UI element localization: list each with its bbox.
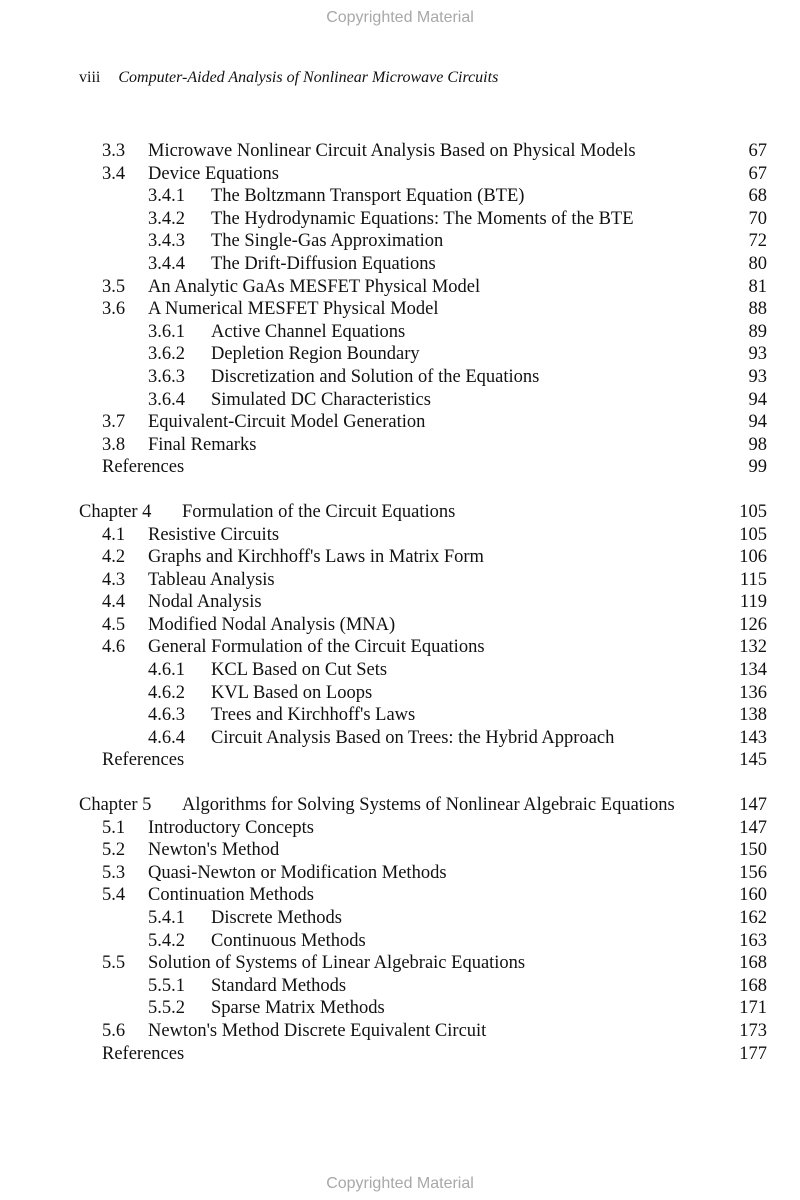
entry-title: Newton's Method Discrete Equivalent Circuit <box>148 1020 487 1041</box>
entry-number: 5.4.2 <box>148 930 185 951</box>
entry-title: Simulated DC Characteristics <box>211 389 431 410</box>
entry-number: Chapter 4 <box>79 501 152 522</box>
entry-page-number: 81 <box>748 276 767 297</box>
entry-number: 3.6 <box>102 299 126 320</box>
entry-title: The Hydrodynamic Equations: The Moments of the BTE <box>211 208 634 229</box>
entry-page-number: 106 <box>739 547 767 568</box>
toc-entry <box>79 298 767 321</box>
entry-page-number: 143 <box>739 727 767 748</box>
toc-references-entry <box>79 1043 767 1066</box>
toc-spacer <box>79 479 767 501</box>
entry-title: General Formulation of the Circuit Equations <box>148 637 485 658</box>
entry-number: 5.5.2 <box>148 998 185 1019</box>
entry-number: 4.4 <box>102 592 126 613</box>
entry-title: References <box>102 457 185 478</box>
entry-title: Standard Methods <box>211 975 347 996</box>
entry-page-number: 94 <box>748 412 767 433</box>
toc-spacer <box>79 772 767 794</box>
toc-chapter-entry <box>79 501 767 524</box>
toc-chapter-entry <box>79 794 767 817</box>
entry-page-number: 115 <box>739 569 767 590</box>
toc-entry <box>79 343 767 366</box>
entry-number: 3.8 <box>102 434 126 455</box>
toc-entry <box>79 1020 767 1043</box>
entry-title: References <box>102 750 185 771</box>
toc-entry <box>79 569 767 592</box>
entry-page-number: 168 <box>739 975 767 996</box>
toc-entry <box>79 366 767 389</box>
entry-number: 3.6.2 <box>148 344 185 365</box>
entry-number: 4.6.2 <box>148 682 185 703</box>
entry-title: Resistive Circuits <box>148 524 280 545</box>
entry-title: Continuation Methods <box>148 885 314 906</box>
entry-page-number: 136 <box>739 682 767 703</box>
entry-title: The Single-Gas Approximation <box>211 231 444 252</box>
toc-entry <box>79 636 767 659</box>
entry-number: 3.6.1 <box>148 321 185 342</box>
entry-number: 5.1 <box>102 817 126 838</box>
toc-entry <box>79 434 767 457</box>
toc-entry <box>79 997 767 1020</box>
entry-title: Continuous Methods <box>211 930 366 951</box>
entry-number: 3.4.2 <box>148 208 185 229</box>
entry-title: Formulation of the Circuit Equations <box>182 501 456 522</box>
entry-number: 3.5 <box>102 276 126 297</box>
toc-entry <box>79 907 767 930</box>
entry-title: KCL Based on Cut Sets <box>211 660 388 681</box>
entry-title: An Analytic GaAs MESFET Physical Model <box>148 276 481 297</box>
toc-entry <box>79 682 767 705</box>
table-of-contents <box>79 140 767 1065</box>
toc-entry <box>79 704 767 727</box>
entry-page-number: 67 <box>748 163 767 184</box>
entry-number: 4.1 <box>102 524 126 545</box>
entry-page-number: 93 <box>748 344 767 365</box>
toc-entry <box>79 276 767 299</box>
entry-number: 4.6 <box>102 637 126 658</box>
copyright-watermark-bottom: Copyrighted Material <box>326 1175 474 1192</box>
toc-entry <box>79 975 767 998</box>
toc-entry <box>79 817 767 840</box>
toc-entry <box>79 614 767 637</box>
entry-title: Algorithms for Solving Systems of Nonlinear Algebraic Equations <box>182 795 675 816</box>
entry-number: 5.3 <box>102 862 126 883</box>
entry-title: Active Channel Equations <box>211 321 406 342</box>
entry-page-number: 145 <box>739 750 767 771</box>
entry-title: KVL Based on Loops <box>211 682 373 703</box>
entry-number: 3.6.3 <box>148 366 185 387</box>
toc-entry <box>79 411 767 434</box>
entry-title: Discretization and Solution of the Equations <box>211 366 540 387</box>
entry-title: Introductory Concepts <box>148 817 314 838</box>
entry-page-number: 105 <box>739 524 767 545</box>
entry-page-number: 80 <box>748 253 767 274</box>
toc-entry <box>79 930 767 953</box>
entry-number: 5.4 <box>102 885 126 906</box>
toc-entry <box>79 952 767 975</box>
entry-page-number: 173 <box>739 1020 767 1041</box>
entry-number: 4.6.3 <box>148 705 185 726</box>
entry-title: Nodal Analysis <box>148 592 262 613</box>
entry-number: 5.5.1 <box>148 975 185 996</box>
entry-number: 3.6.4 <box>148 389 185 410</box>
entry-number: 3.7 <box>102 412 126 433</box>
entry-page-number: 89 <box>748 321 767 342</box>
toc-entry <box>79 839 767 862</box>
entry-title: Final Remarks <box>148 434 257 455</box>
toc-entry <box>79 524 767 547</box>
toc-entry <box>79 884 767 907</box>
toc-entry <box>79 321 767 344</box>
entry-number: 3.4.4 <box>148 253 185 274</box>
toc-entry <box>79 185 767 208</box>
toc-entry <box>79 140 767 163</box>
entry-number: 3.4.3 <box>148 231 185 252</box>
entry-title: The Boltzmann Transport Equation (BTE) <box>211 186 525 207</box>
entry-page-number: 68 <box>748 186 767 207</box>
running-head <box>79 69 498 87</box>
entry-title: The Drift-Diffusion Equations <box>211 253 436 274</box>
entry-title: References <box>102 1043 185 1064</box>
toc-references-entry <box>79 749 767 772</box>
entry-page-number: 67 <box>748 141 767 161</box>
entry-page-number: 147 <box>739 817 767 838</box>
entry-page-number: 88 <box>748 299 767 320</box>
entry-number: 4.2 <box>102 547 126 568</box>
entry-page-number: 99 <box>748 457 767 478</box>
entry-title: Solution of Systems of Linear Algebraic Equations <box>148 953 526 974</box>
entry-number: 5.6 <box>102 1020 126 1041</box>
entry-page-number: 132 <box>739 637 767 658</box>
entry-page-number: 171 <box>739 998 767 1019</box>
entry-page-number: 72 <box>748 231 767 252</box>
book-title: Computer-Aided Analysis of Nonlinear Microwave Circuits <box>118 69 499 86</box>
toc-entry <box>79 389 767 412</box>
entry-title: Trees and Kirchhoff's Laws <box>211 705 416 726</box>
entry-page-number: 147 <box>739 795 767 816</box>
entry-number: 5.5 <box>102 953 126 974</box>
entry-title: Device Equations <box>148 163 279 184</box>
entry-number: 3.3 <box>102 141 126 161</box>
entry-page-number: 162 <box>739 908 767 928</box>
entry-page-number: 177 <box>739 1043 767 1064</box>
entry-number: 3.4 <box>102 163 126 184</box>
entry-title: Tableau Analysis <box>148 569 275 590</box>
toc-entry <box>79 163 767 186</box>
toc-entry <box>79 727 767 750</box>
entry-number: 5.4.1 <box>148 908 185 928</box>
entry-title: Equivalent-Circuit Model Generation <box>148 412 426 433</box>
toc-entry <box>79 253 767 276</box>
page-number: viii <box>79 69 101 86</box>
entry-title: Newton's Method <box>148 840 280 861</box>
toc-references-entry <box>79 456 767 479</box>
entry-title: Quasi-Newton or Modification Methods <box>148 862 447 883</box>
entry-page-number: 156 <box>739 862 767 883</box>
toc-entry <box>79 659 767 682</box>
entry-title: Discrete Methods <box>211 908 343 928</box>
entry-page-number: 160 <box>739 885 767 906</box>
entry-number: 3.4.1 <box>148 186 185 207</box>
entry-page-number: 119 <box>739 592 767 613</box>
entry-page-number: 150 <box>739 840 767 861</box>
entry-number: 4.6.1 <box>148 660 185 681</box>
toc-entry <box>79 208 767 231</box>
toc-entry <box>79 862 767 885</box>
entry-title: Circuit Analysis Based on Trees: the Hybrid Approach <box>211 727 615 748</box>
entry-title: Sparse Matrix Methods <box>211 998 385 1019</box>
toc-entry <box>79 230 767 253</box>
entry-number: 4.6.4 <box>148 727 185 748</box>
entry-page-number: 70 <box>748 208 767 229</box>
entry-title: Depletion Region Boundary <box>211 344 420 365</box>
entry-title: A Numerical MESFET Physical Model <box>148 299 439 320</box>
entry-title: Microwave Nonlinear Circuit Analysis Based on Physical Models <box>148 141 636 161</box>
toc-entry <box>79 591 767 614</box>
entry-page-number: 168 <box>739 953 767 974</box>
entry-page-number: 126 <box>739 614 767 635</box>
entry-page-number: 98 <box>748 434 767 455</box>
entry-number: 4.3 <box>102 569 126 590</box>
copyright-watermark-top: Copyrighted Material <box>326 9 474 26</box>
entry-number: 4.5 <box>102 614 126 635</box>
entry-number: 5.2 <box>102 840 126 861</box>
entry-page-number: 134 <box>739 660 767 681</box>
entry-page-number: 105 <box>739 501 767 522</box>
entry-page-number: 163 <box>739 930 767 951</box>
entry-title: Graphs and Kirchhoff's Laws in Matrix Form <box>148 547 484 568</box>
entry-title: Modified Nodal Analysis (MNA) <box>148 614 396 635</box>
entry-page-number: 94 <box>748 389 767 410</box>
entry-page-number: 93 <box>748 366 767 387</box>
toc-entry <box>79 546 767 569</box>
entry-page-number: 138 <box>739 705 767 726</box>
entry-number: Chapter 5 <box>79 795 152 816</box>
